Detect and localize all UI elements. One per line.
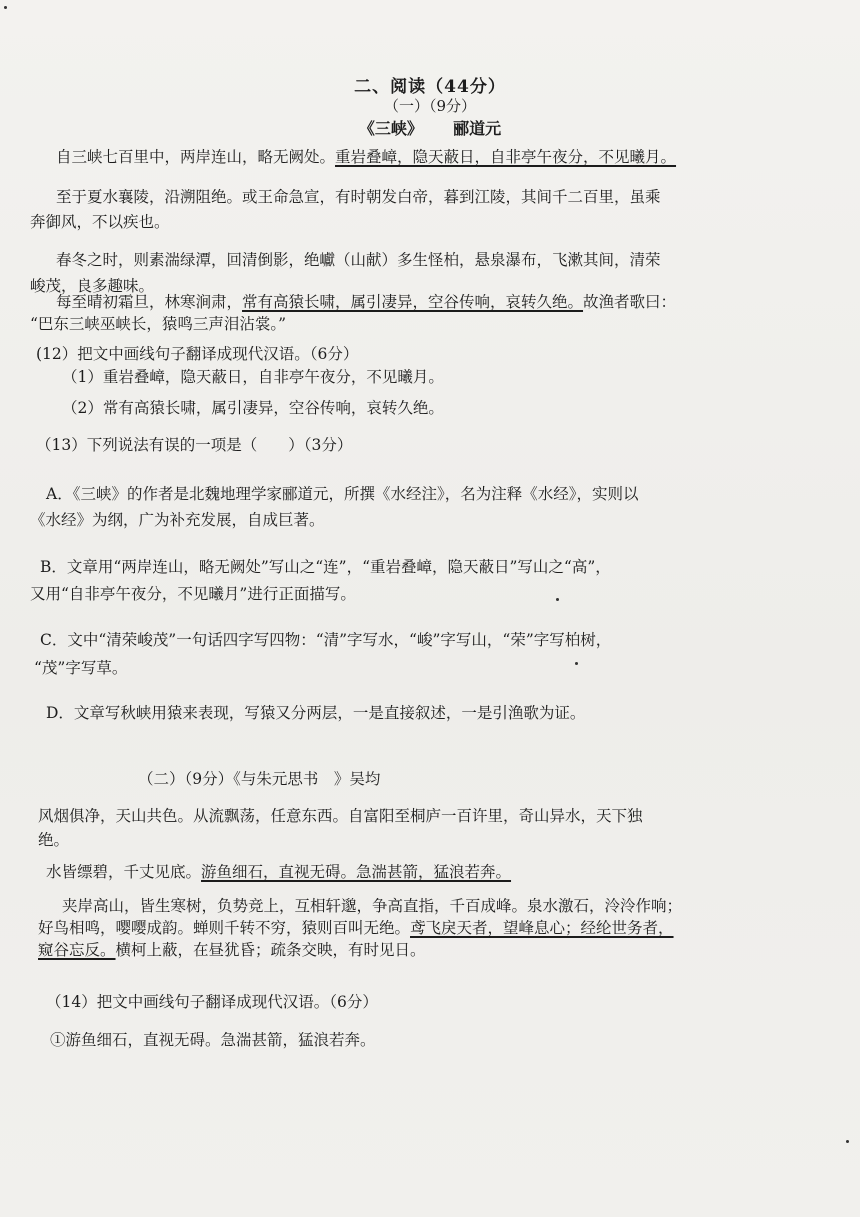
text2-paragraph-1-line-2: 绝。 (38, 831, 70, 849)
q13-option-a-line-1: A．《三峡》的作者是北魏地理学家郦道元，所撰《水经注》，名为注释《水经》，实则以 (46, 485, 639, 503)
text2-p3-plain: 好鸟相鸣，嘤嘤成韵。蝉则千转不穷，猿则百叫无绝。 (38, 919, 411, 937)
text1-p1-underlined: 重岩叠嶂，隐天蔽日，自非亭午夜分，不见曦月。 (335, 148, 677, 166)
text1-paragraph-3-line-2: 峻茂，良多趣味。 (30, 277, 155, 295)
q13-option-d: D．文章写秋峡用猿来表现，写猿又分两层，一是直接叙述，一是引渔歌为证。 (46, 704, 586, 722)
q13-option-c-line-1: C．文中“清荣峻茂”一句话四字写四物：“清”字写水，“峻”字写山，“荣”字写柏树， (40, 631, 612, 649)
text1-paragraph-3-line-1: 春冬之时，则素湍绿潭，回清倒影，绝巘（山献）多生怪柏，悬泉瀑布，飞漱其间，清荣 (56, 251, 661, 269)
q12-stem: (12）把文中画线句子翻译成现代汉语。（6分） (36, 345, 359, 363)
q14-stem: （14）把文中画线句子翻译成现代汉语。（6分） (46, 993, 378, 1011)
q13-stem: （13）下列说法有误的一项是（ ）（3分） (36, 436, 353, 454)
text2-p3-underlined-b: 窥谷忘反。 (38, 941, 116, 959)
text2-p3-underlined-a: 鸢飞戾天者，望峰息心；经纶世务者， (410, 919, 674, 937)
section-subheading: （一）（9分） (383, 97, 477, 115)
q13-option-a-line-2: 《水经》为纲，广为补充发展，自成巨著。 (30, 511, 325, 529)
q12-sentence-1: （1）重岩叠嶂，隐天蔽日，自非亭午夜分，不见曦月。 (62, 368, 444, 386)
q13-option-c-line-2: “茂”字写草。 (34, 659, 128, 677)
text2-p2-underlined: 游鱼细石，直视无碍。急湍甚箭，猛浪若奔。 (201, 863, 512, 881)
text2-p3-plain-b: 横柯上蔽，在昼犹昏；疏条交映，有时见日。 (115, 941, 426, 959)
section-heading: 二、阅读（44分） (354, 77, 506, 97)
scan-speck (575, 662, 578, 665)
text2-paragraph-3-line-3 (38, 940, 426, 960)
text1-paragraph-1 (56, 147, 676, 167)
text2-heading: （二）（9分）《与朱元思书 》吴均 (138, 770, 381, 788)
text2-p2-plain: 水皆缥碧，千丈见底。 (46, 863, 202, 881)
text1-p4-underlined: 常有高猿长啸，属引凄异，空谷传响，哀转久绝。 (242, 293, 584, 311)
q12-sentence-2: （2）常有高猿长啸，属引凄异，空谷传响，哀转久绝。 (62, 399, 444, 417)
text2-paragraph-1-line-1: 风烟俱净，天山共色。从流飘荡，任意东西。自富阳至桐庐一百许里，奇山异水，天下独 (38, 807, 643, 825)
text1-paragraph-4-line-1 (56, 292, 676, 312)
text2-paragraph-3-line-2 (38, 918, 674, 938)
text1-p1-plain: 自三峡七百里中，两岸连山，略无阙处。 (56, 148, 336, 166)
scan-speck (556, 598, 559, 601)
text1-p4-plain-a: 每至晴初霜旦，林寒涧肃， (56, 293, 243, 311)
text1-title-row (0, 116, 860, 139)
text1-p4-plain-b: 故渔者歌曰： (583, 293, 677, 311)
text1-title: 《三峡》 (358, 119, 423, 138)
scan-speck (846, 1140, 849, 1143)
text1-paragraph-4-line-2: “巴东三峡巫峡长，猿鸣三声泪沾裳。” (30, 315, 287, 333)
scan-speck (4, 6, 7, 9)
q13-option-b-line-1: B．文章用“两岸连山，略无阙处”写山之“连”，“重岩叠嶂，隐天蔽日”写山之“高”， (40, 558, 611, 576)
text1-author: 郦道元 (453, 119, 502, 138)
q14-sentence-1: ①游鱼细石，直视无碍。急湍甚箭，猛浪若奔。 (50, 1031, 376, 1049)
q13-option-b-line-2: 又用“自非亭午夜分，不见曦月”进行正面描写。 (30, 585, 356, 603)
text1-paragraph-2-line-2: 奔御风，不以疾也。 (30, 213, 170, 231)
text1-paragraph-2-line-1: 至于夏水襄陵，沿溯阻绝。或王命急宣，有时朝发白帝，暮到江陵，其间千二百里，虽乘 (56, 188, 661, 206)
text2-paragraph-2 (46, 862, 511, 882)
text2-paragraph-3-line-1: 夹岸高山，皆生寒树，负势竞上，互相轩邈，争高直指，千百成峰。泉水激石，泠泠作响； (62, 897, 683, 915)
